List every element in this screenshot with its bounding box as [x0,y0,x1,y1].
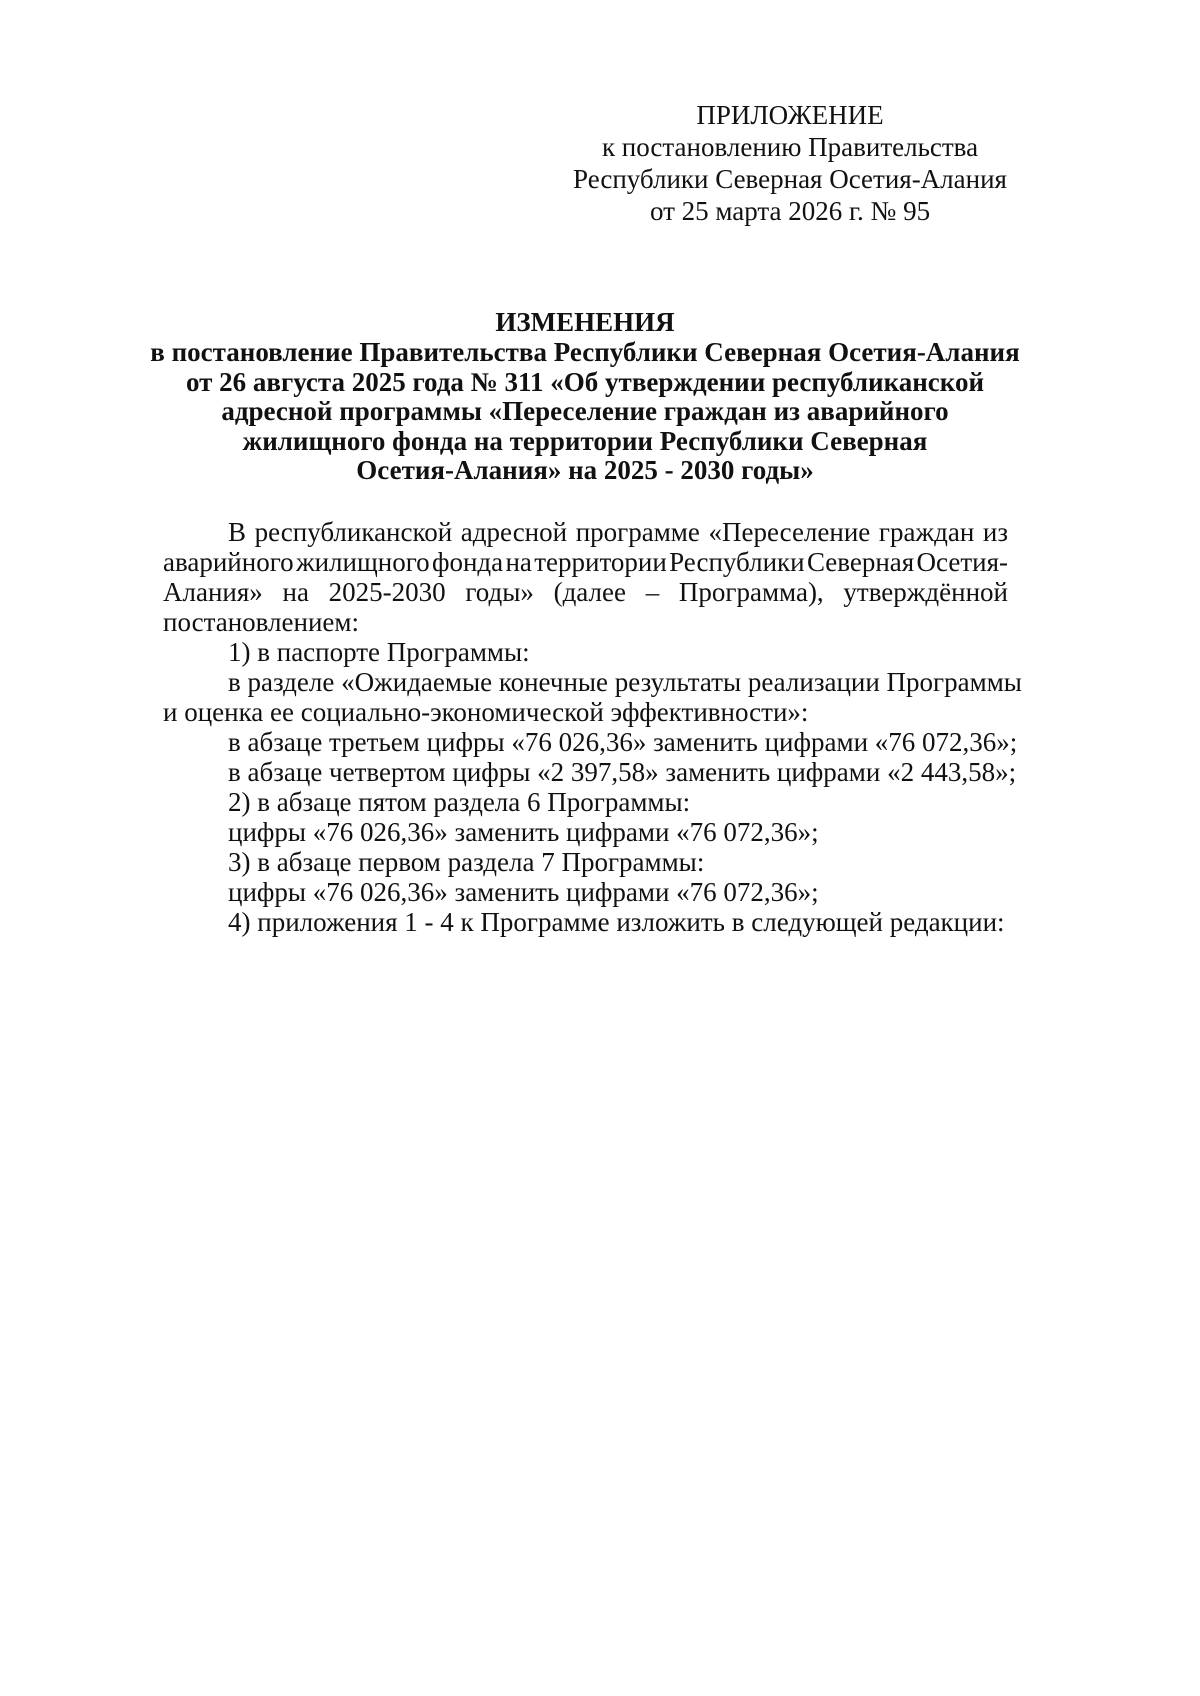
body-line: в абзаце третьем цифры «76 026,36» заменить цифрами «76 072,36»; [228,727,1018,757]
title-line: в постановление Правительства Республики Северная Осетия-Алания [150,337,1020,367]
body-line: 1) в паспорте Программы: [228,637,530,667]
body-line: цифры «76 026,36» заменить цифрами «76 072,36»; [228,877,819,907]
body-line: в абзаце четвертом цифры «2 397,58» заменить цифрами «2 443,58»; [228,757,1017,787]
appendix-date-number: от 25 марта 2026 г. № 95 [649,196,931,226]
body-line: 3) в абзаце первом раздела 7 Программы: [228,847,705,877]
body-line: и оценка ее социально-экономической эффективности»: [163,697,809,727]
title-line: адресной программы «Переселение граждан из аварийного [221,396,949,426]
body-line: аварийного жилищного фонда на территории Республики Северная Осетия- [163,547,1008,577]
body-line: В республиканской адресной программе «Переселение граждан из [228,517,1009,547]
title-line: жилищного фонда на территории Республики Северная [242,426,928,456]
appendix-ref-line: к постановлению Правительства [601,132,979,162]
document-heading: ИЗМЕНЕНИЯ [495,307,675,337]
appendix-ref-line: Республики Северная Осетия-Алания [573,164,1007,194]
title-line: от 26 августа 2025 года № 311 «Об утверждении республиканской [185,367,985,397]
appendix-label: ПРИЛОЖЕНИЕ [696,100,884,130]
body-line: Алания» на 2025-2030 годы» (далее – Программа), утверждённой [163,577,1008,607]
body-line: в разделе «Ожидаемые конечные результаты реализации Программы [228,667,1022,697]
body-line: цифры «76 026,36» заменить цифрами «76 072,36»; [228,817,819,847]
title-line: Осетия-Алания» на 2025 - 2030 годы» [356,455,814,485]
body-line: 2) в абзаце пятом раздела 6 Программы: [228,787,691,817]
body-line: 4) приложения 1 - 4 к Программе изложить в следующей редакции: [228,907,1005,937]
body-line: постановлением: [163,607,359,637]
